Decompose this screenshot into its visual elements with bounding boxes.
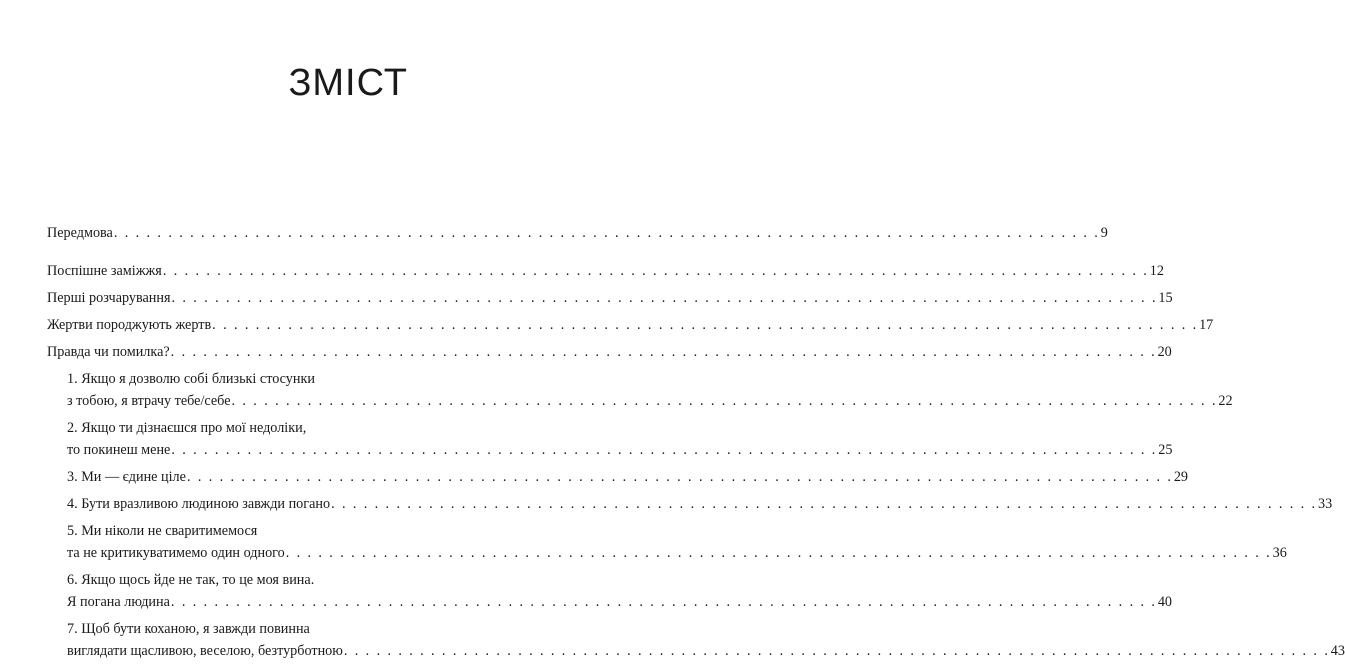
toc-entry-line1: 2. Якщо ти дізнаєшся про мої недоліки, bbox=[67, 420, 307, 436]
table-of-contents bbox=[47, 222, 1345, 667]
dot-leader: . . . . . . . . . . . . . . . . . . . . . . . . . . . . . . . . . . . . . . . . . . . . . . . . . . . . . . . . . . . . . . . . . . . . . . . . . . . . . . . . . . . . . . . . . . . bbox=[113, 225, 1100, 241]
toc-subentry-4[interactable] bbox=[67, 493, 1333, 515]
toc-subentry-1[interactable] bbox=[67, 368, 1233, 412]
toc-subentry-7[interactable] bbox=[67, 618, 1345, 662]
toc-subentry-5[interactable] bbox=[67, 520, 1287, 564]
toc-page-number: 43 bbox=[1330, 643, 1345, 659]
toc-entry-label: Передмова bbox=[47, 225, 113, 241]
dot-leader: . . . . . . . . . . . . . . . . . . . . . . . . . . . . . . . . . . . . . . . . . . . . . . . . . . . . . . . . . . . . . . . . . . . . . . . . . . . . . . . . . . . . . . . . . . . bbox=[285, 545, 1272, 561]
toc-entry-label: то покинеш мене bbox=[67, 442, 171, 458]
toc-entry-label: Правда чи помилка? bbox=[47, 344, 170, 360]
toc-entry-line1: 7. Щоб бути коханою, я завжди повинна bbox=[67, 621, 310, 637]
toc-page-number: 29 bbox=[1173, 469, 1189, 485]
toc-entry-line1: 6. Якщо щось йде не так, то це моя вина. bbox=[67, 572, 315, 588]
toc-entry-truth-or-mistake[interactable] bbox=[47, 341, 1172, 363]
toc-entry-line1: 1. Якщо я дозволю собі близькі стосунки bbox=[67, 371, 315, 387]
toc-page-number: 9 bbox=[1100, 225, 1108, 241]
dot-leader: . . . . . . . . . . . . . . . . . . . . . . . . . . . . . . . . . . . . . . . . . . . . . . . . . . . . . . . . . . . . . . . . . . . . . . . . . . . . . . . . . . . . . . . . . . . bbox=[343, 643, 1330, 659]
dot-leader: . . . . . . . . . . . . . . . . . . . . . . . . . . . . . . . . . . . . . . . . . . . . . . . . . . . . . . . . . . . . . . . . . . . . . . . . . . . . . . . . . . . . . . . . . . . bbox=[171, 442, 1158, 458]
toc-entry-victims[interactable] bbox=[47, 314, 1214, 336]
toc-entry-label: виглядати щасливою, веселою, безтурботною bbox=[67, 643, 343, 659]
toc-subentry-3[interactable] bbox=[67, 466, 1189, 488]
toc-entry-label: Я погана людина bbox=[67, 594, 170, 610]
page-title: ЗМІСТ bbox=[288, 62, 408, 104]
toc-entry-label: та не критикуватимемо один одного bbox=[67, 545, 285, 561]
dot-leader: . . . . . . . . . . . . . . . . . . . . . . . . . . . . . . . . . . . . . . . . . . . . . . . . . . . . . . . . . . . . . . . . . . . . . . . . . . . . . . . . . . . . . . . . . . . bbox=[331, 496, 1317, 512]
toc-entry-label: Жертви породжують жертв bbox=[47, 317, 212, 333]
toc-page-number: 25 bbox=[1158, 442, 1173, 458]
dot-leader: . . . . . . . . . . . . . . . . . . . . . . . . . . . . . . . . . . . . . . . . . . . . . . . . . . . . . . . . . . . . . . . . . . . . . . . . . . . . . . . . . . . . . . . . . . . bbox=[231, 393, 1218, 409]
toc-page-number: 40 bbox=[1157, 594, 1172, 610]
toc-entry-line1: 5. Ми ніколи не сваритимемося bbox=[67, 523, 258, 539]
toc-subentry-6[interactable] bbox=[67, 569, 1172, 613]
dot-leader: . . . . . . . . . . . . . . . . . . . . . . . . . . . . . . . . . . . . . . . . . . . . . . . . . . . . . . . . . . . . . . . . . . . . . . . . . . . . . . . . . . . . . . . . . . . bbox=[171, 290, 1158, 306]
toc-entry-label: Поспішне заміжжя bbox=[47, 263, 162, 279]
toc-subentry-2[interactable] bbox=[67, 417, 1173, 461]
toc-page-number: 33 bbox=[1317, 496, 1333, 512]
toc-entry-label: 4. Бути вразливою людиною завжди погано bbox=[67, 496, 331, 512]
dot-leader: . . . . . . . . . . . . . . . . . . . . . . . . . . . . . . . . . . . . . . . . . . . . . . . . . . . . . . . . . . . . . . . . . . . . . . . . . . . . . . . . . . . . . . . . . . . bbox=[212, 317, 1199, 333]
toc-entry-first-disappointments[interactable] bbox=[47, 287, 1173, 309]
toc-page-number: 12 bbox=[1149, 263, 1164, 279]
toc-entry-label: з тобою, я втрачу тебе/себе bbox=[67, 393, 231, 409]
toc-entry-label: Перші розчарування bbox=[47, 290, 171, 306]
toc-page-number: 22 bbox=[1218, 393, 1233, 409]
toc-entry-preface[interactable] bbox=[47, 222, 1108, 244]
toc-page-number: 15 bbox=[1158, 290, 1173, 306]
toc-page-number: 20 bbox=[1157, 344, 1172, 360]
toc-page-number: 36 bbox=[1272, 545, 1287, 561]
dot-leader: . . . . . . . . . . . . . . . . . . . . . . . . . . . . . . . . . . . . . . . . . . . . . . . . . . . . . . . . . . . . . . . . . . . . . . . . . . . . . . . . . . . . . . . . . . . bbox=[170, 594, 1157, 610]
toc-page-number: 17 bbox=[1199, 317, 1214, 333]
toc-entry-label: 3. Ми — єдине ціле bbox=[67, 469, 186, 485]
dot-leader: . . . . . . . . . . . . . . . . . . . . . . . . . . . . . . . . . . . . . . . . . . . . . . . . . . . . . . . . . . . . . . . . . . . . . . . . . . . . . . . . . . . . . . . . . . . bbox=[170, 344, 1157, 360]
dot-leader: . . . . . . . . . . . . . . . . . . . . . . . . . . . . . . . . . . . . . . . . . . . . . . . . . . . . . . . . . . . . . . . . . . . . . . . . . . . . . . . . . . . . . . . . . . . bbox=[162, 263, 1149, 279]
toc-entry-hasty-marriage[interactable] bbox=[47, 260, 1164, 282]
dot-leader: . . . . . . . . . . . . . . . . . . . . . . . . . . . . . . . . . . . . . . . . . . . . . . . . . . . . . . . . . . . . . . . . . . . . . . . . . . . . . . . . . . . . . . . . . . . bbox=[186, 469, 1173, 485]
